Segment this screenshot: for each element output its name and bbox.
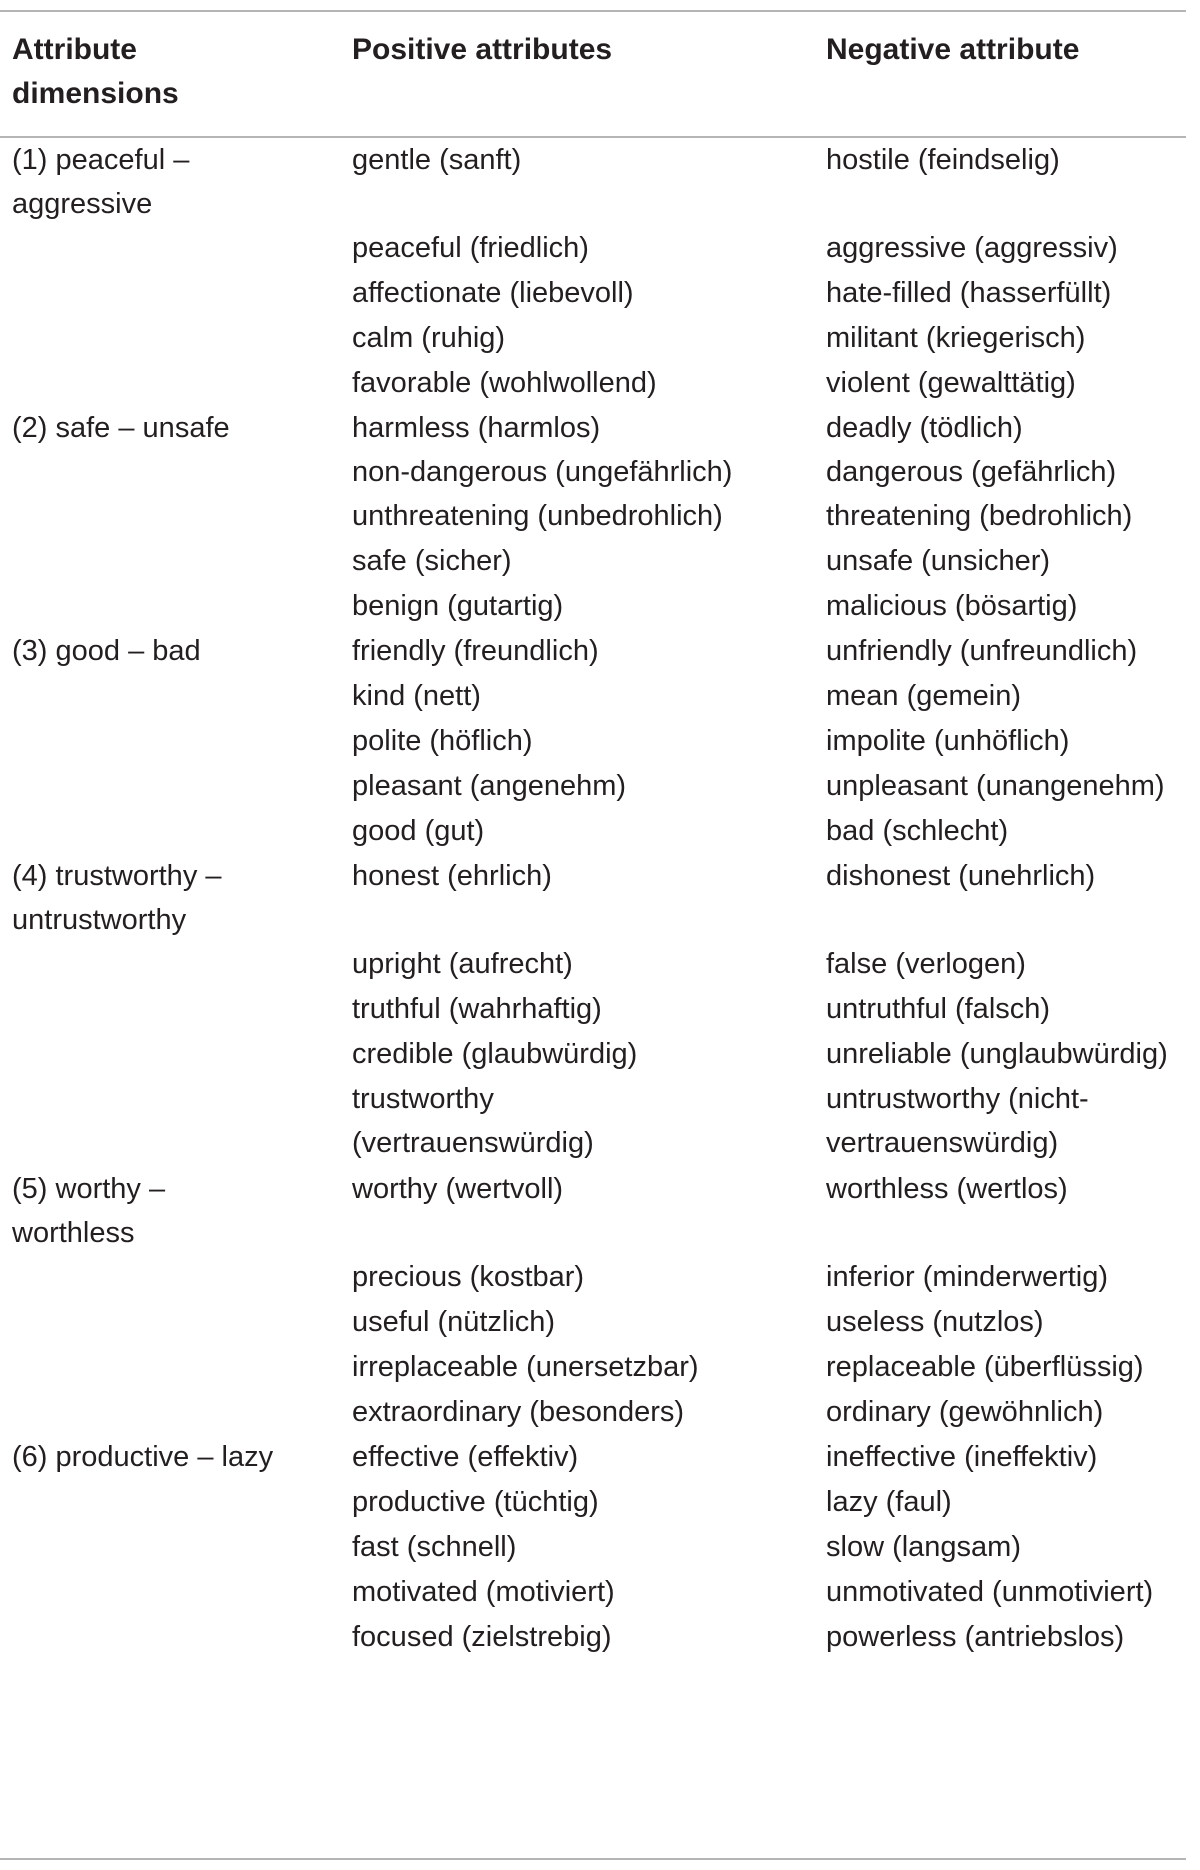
negative-attribute-cell: untruthful (falsch) <box>826 993 1051 1025</box>
negative-attribute-cell: unsafe (unsicher) <box>826 545 1051 577</box>
dimension-cell <box>0 361 340 406</box>
positive-attribute-cell: unthreatening (unbedrohlich) <box>352 500 723 532</box>
dimension-cell <box>0 1345 340 1390</box>
dimension-cell <box>0 942 340 987</box>
positive-attribute-cell: safe (sicher) <box>352 545 512 577</box>
positive-attribute-cell: peaceful (friedlich) <box>352 232 589 264</box>
negative-attribute-cell: ineffective (ineffektiv) <box>826 1441 1098 1473</box>
table-row <box>0 809 1186 854</box>
negative-attribute-cell: lazy (faul) <box>826 1486 952 1518</box>
dimension-cell: (3) good – bad <box>12 635 201 667</box>
bottom-rule <box>0 1858 1186 1860</box>
dimension-cell <box>0 674 340 719</box>
table-row <box>0 1032 1186 1077</box>
dimension-cell <box>0 494 340 539</box>
table-row <box>0 1345 1186 1390</box>
table-body <box>0 116 1186 1660</box>
negative-attribute-cell: ordinary (gewöhnlich) <box>826 1396 1104 1428</box>
positive-attribute-cell: honest (ehrlich) <box>352 860 552 892</box>
positive-attribute-cell: affectionate (liebevoll) <box>352 277 634 309</box>
table-row <box>0 987 1186 1032</box>
positive-attribute-cell: focused (zielstrebig) <box>352 1621 612 1653</box>
negative-attribute-cell: aggressive (aggressiv) <box>826 232 1118 264</box>
header-positive: Positive attributes <box>352 33 613 66</box>
positive-attribute-cell: polite (höflich) <box>352 725 533 757</box>
negative-attribute-cell: deadly (tödlich) dangerous (gefährlich) <box>826 412 1117 488</box>
positive-attribute-cell: irreplaceable (unersetzbar) <box>352 1351 699 1383</box>
negative-attribute-cell: violent (gewalttätig) <box>826 367 1076 399</box>
dimension-cell <box>0 1300 340 1345</box>
positive-attribute-cell: credible (glaubwürdig) <box>352 1038 638 1070</box>
table-row <box>0 406 1186 494</box>
table-row <box>0 764 1186 809</box>
positive-attribute-cell: favorable (wohlwollend) <box>352 367 657 399</box>
table-row <box>0 942 1186 987</box>
dimension-cell <box>0 1390 340 1435</box>
negative-attribute-cell: useless (nutzlos) <box>826 1306 1044 1338</box>
header-negative: Negative attribute <box>826 33 1080 66</box>
table-row <box>0 1077 1186 1167</box>
positive-attribute-cell: motivated (motiviert) <box>352 1576 615 1608</box>
negative-attribute-cell: hostile (feindselig) <box>826 144 1060 176</box>
table-row <box>0 719 1186 764</box>
negative-attribute-cell: unmotivated (unmotiviert) <box>826 1576 1154 1608</box>
negative-attribute-cell: unfriendly (unfreundlich) <box>826 635 1138 667</box>
positive-attribute-cell: friendly (freundlich) <box>352 635 599 667</box>
dimension-cell: (5) worthy – worthless <box>12 1173 166 1249</box>
table-row <box>0 226 1186 271</box>
table-row <box>0 854 1186 942</box>
positive-attribute-cell: good (gut) <box>352 815 485 847</box>
table-row <box>0 271 1186 316</box>
table-row <box>0 1480 1186 1525</box>
table-row <box>0 316 1186 361</box>
dimension-cell <box>0 809 340 854</box>
positive-attribute-cell: extraordinary (besonders) <box>352 1396 685 1428</box>
dimension-cell <box>0 764 340 809</box>
positive-attribute-cell: benign (gutartig) <box>352 590 564 622</box>
negative-attribute-cell: unpleasant (unangenehm) <box>826 770 1165 802</box>
dimension-cell: (4) trustworthy – untrustworthy <box>12 860 222 936</box>
positive-attribute-cell: effective (effektiv) <box>352 1441 579 1473</box>
table-row <box>0 539 1186 584</box>
negative-attribute-cell: militant (kriegerisch) <box>826 322 1086 354</box>
positive-attribute-cell: truthful (wahrhaftig) <box>352 993 602 1025</box>
dimension-cell <box>0 1255 340 1300</box>
table-row <box>0 116 1186 226</box>
negative-attribute-cell: inferior (minderwertig) <box>826 1261 1109 1293</box>
table-row <box>0 1300 1186 1345</box>
dimension-cell: (6) productive – lazy <box>12 1441 274 1473</box>
positive-attribute-cell: trustworthy (vertrauenswürdig) <box>352 1083 594 1159</box>
negative-attribute-cell: worthless (wertlos) <box>826 1173 1068 1205</box>
table-row <box>0 1255 1186 1300</box>
dimension-cell: (1) peaceful – aggressive <box>12 144 190 220</box>
table-row <box>0 674 1186 719</box>
dimension-cell: (2) safe – unsafe <box>12 412 230 444</box>
negative-attribute-cell: malicious (bösartig) <box>826 590 1078 622</box>
positive-attribute-cell: precious (kostbar) <box>352 1261 585 1293</box>
table-row <box>0 494 1186 539</box>
table-row <box>0 1435 1186 1480</box>
dimension-cell <box>0 1480 340 1525</box>
negative-attribute-cell: hate-filled (hasserfüllt) <box>826 277 1112 309</box>
negative-attribute-cell: false (verlogen) <box>826 948 1026 980</box>
header-dimension: Attribute dimensions <box>12 33 179 110</box>
table-header <box>0 0 1186 116</box>
positive-attribute-cell: harmless (harmlos) non-dangerous (ungefährlich) <box>352 412 733 488</box>
dimension-cell <box>0 539 340 584</box>
dimension-cell <box>0 719 340 764</box>
negative-attribute-cell: impolite (unhöflich) <box>826 725 1070 757</box>
negative-attribute-cell: mean (gemein) <box>826 680 1022 712</box>
table-row <box>0 629 1186 674</box>
positive-attribute-cell: pleasant (angenehm) <box>352 770 627 802</box>
positive-attribute-cell: productive (tüchtig) <box>352 1486 599 1518</box>
dimension-cell <box>0 271 340 316</box>
positive-attribute-cell: gentle (sanft) <box>352 144 522 176</box>
negative-attribute-cell: untrustworthy (nicht- vertrauenswürdig) <box>826 1083 1089 1159</box>
dimension-cell <box>0 1525 340 1570</box>
negative-attribute-cell: replaceable (überflüssig) <box>826 1351 1144 1383</box>
dimension-cell <box>0 987 340 1032</box>
positive-attribute-cell: upright (aufrecht) <box>352 948 573 980</box>
dimension-cell <box>0 1077 340 1167</box>
dimension-cell <box>0 1032 340 1077</box>
negative-attribute-cell: threatening (bedrohlich) <box>826 500 1133 532</box>
negative-attribute-cell: unreliable (unglaubwürdig) <box>826 1038 1168 1070</box>
positive-attribute-cell: useful (nützlich) <box>352 1306 556 1338</box>
negative-attribute-cell: dishonest (unehrlich) <box>826 860 1096 892</box>
negative-attribute-cell: slow (langsam) <box>826 1531 1021 1563</box>
table-row <box>0 361 1186 406</box>
table-row <box>0 1167 1186 1255</box>
table-row <box>0 1570 1186 1615</box>
positive-attribute-cell: kind (nett) <box>352 680 481 712</box>
positive-attribute-cell: calm (ruhig) <box>352 322 506 354</box>
positive-attribute-cell: worthy (wertvoll) <box>352 1173 564 1205</box>
dimension-cell <box>0 226 340 271</box>
table-row <box>0 584 1186 629</box>
table-row <box>0 1615 1186 1660</box>
negative-attribute-cell: powerless (antriebslos) <box>826 1621 1125 1653</box>
dimension-cell <box>0 316 340 361</box>
dimension-cell <box>0 1615 340 1660</box>
positive-attribute-cell: fast (schnell) <box>352 1531 517 1563</box>
dimension-cell <box>0 1570 340 1615</box>
header-row <box>0 0 1186 116</box>
negative-attribute-cell: bad (schlecht) <box>826 815 1009 847</box>
dimension-cell <box>0 584 340 629</box>
table-row <box>0 1525 1186 1570</box>
table-row <box>0 1390 1186 1435</box>
